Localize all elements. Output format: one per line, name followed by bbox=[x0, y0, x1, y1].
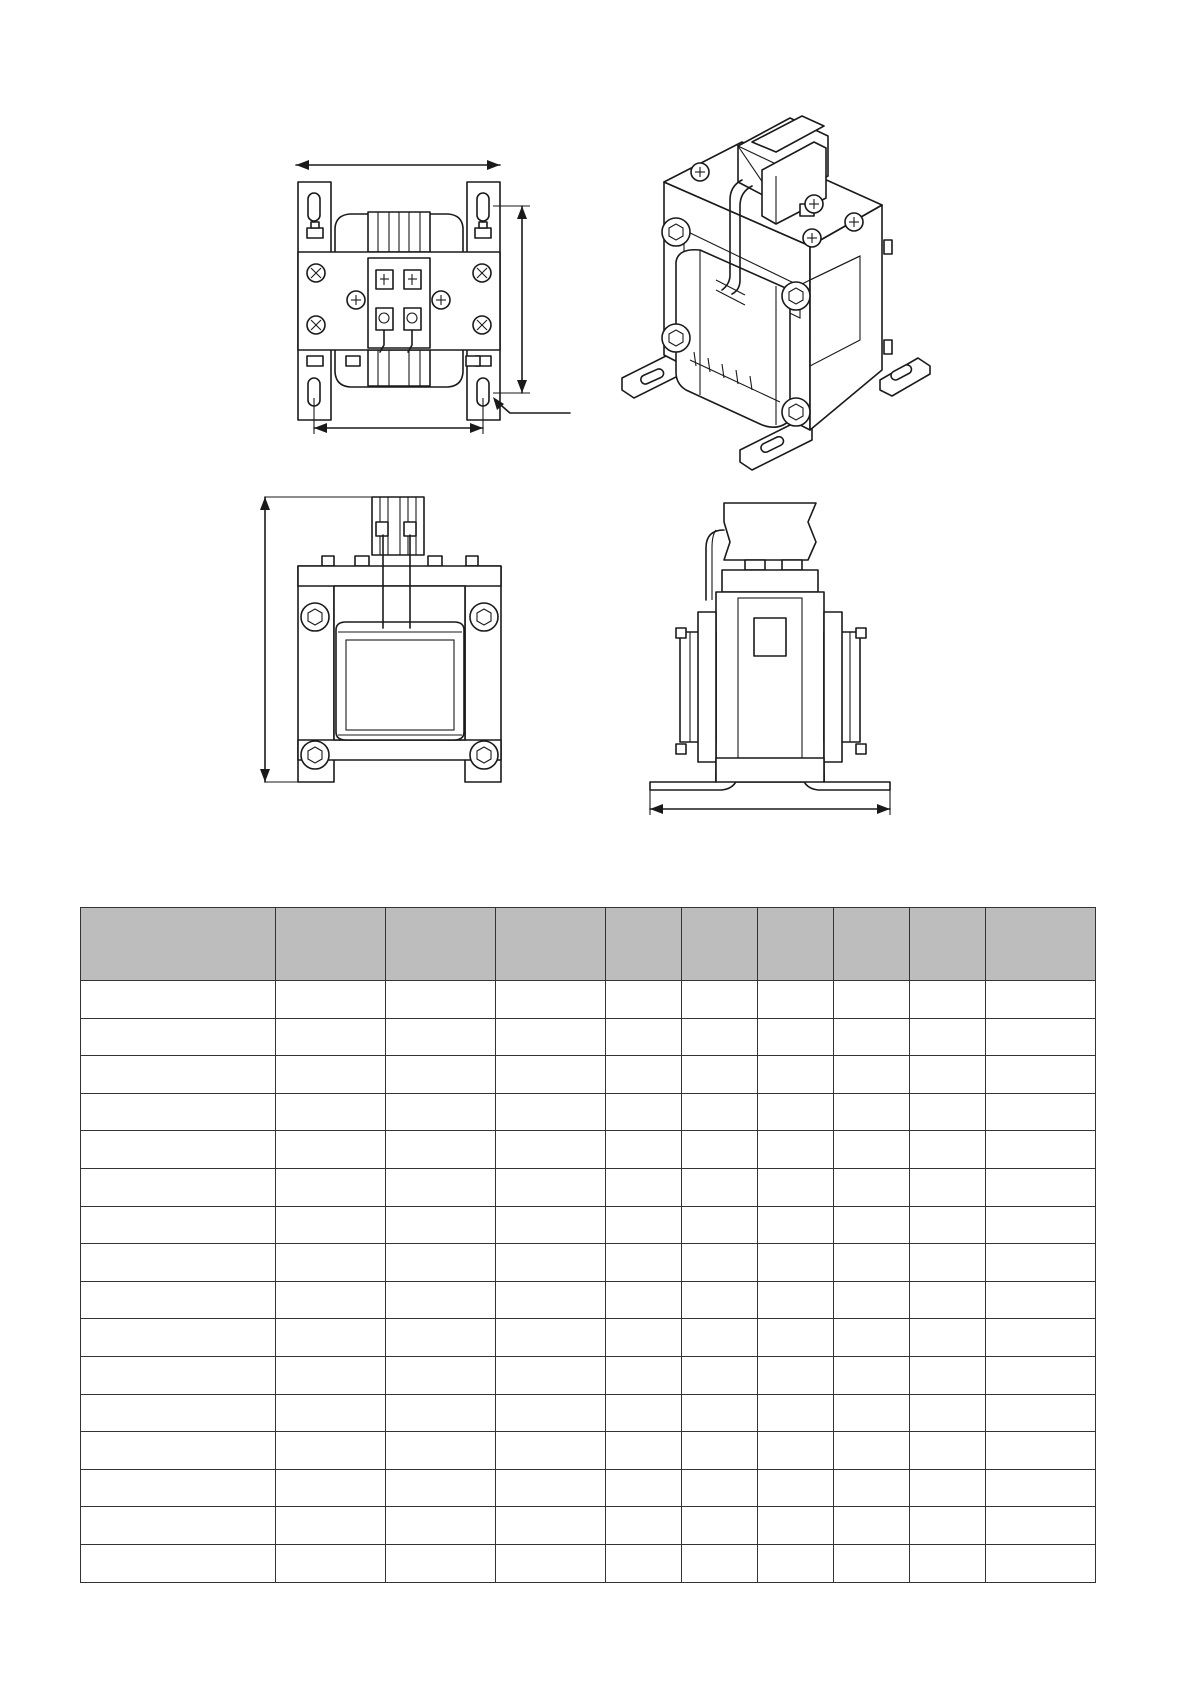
table-cell bbox=[386, 1544, 496, 1582]
table-cell bbox=[606, 1394, 682, 1432]
table-cell bbox=[910, 1507, 986, 1545]
table-cell bbox=[81, 1319, 276, 1357]
table-header-cell bbox=[910, 908, 986, 981]
table-header-row bbox=[81, 908, 1096, 981]
table-header-cell bbox=[986, 908, 1096, 981]
table-row bbox=[81, 1244, 1096, 1282]
table-cell bbox=[606, 1131, 682, 1169]
table-cell bbox=[758, 1056, 834, 1094]
table-cell bbox=[276, 1507, 386, 1545]
table-cell bbox=[910, 1281, 986, 1319]
table-cell bbox=[606, 1469, 682, 1507]
table-cell bbox=[606, 981, 682, 1019]
table-cell bbox=[910, 1168, 986, 1206]
table-cell bbox=[276, 1544, 386, 1582]
table-cell bbox=[758, 1544, 834, 1582]
table-cell bbox=[758, 981, 834, 1019]
table-header-cell bbox=[276, 908, 386, 981]
table-cell bbox=[910, 1394, 986, 1432]
table-cell bbox=[386, 1168, 496, 1206]
table-cell bbox=[81, 1206, 276, 1244]
table-header-cell bbox=[758, 908, 834, 981]
table-cell bbox=[758, 1168, 834, 1206]
table-cell bbox=[276, 1056, 386, 1094]
table-cell bbox=[386, 1244, 496, 1282]
table-cell bbox=[606, 1093, 682, 1131]
table-cell bbox=[758, 1131, 834, 1169]
table-cell bbox=[386, 1093, 496, 1131]
table-cell bbox=[386, 981, 496, 1019]
table-cell bbox=[986, 1544, 1096, 1582]
table-cell bbox=[386, 1206, 496, 1244]
table-cell bbox=[834, 1432, 910, 1470]
table-header-cell bbox=[606, 908, 682, 981]
table-cell bbox=[606, 1281, 682, 1319]
table-cell bbox=[682, 1093, 758, 1131]
table-cell bbox=[758, 1244, 834, 1282]
table-cell bbox=[758, 1093, 834, 1131]
table-cell bbox=[758, 1356, 834, 1394]
table-row bbox=[81, 1018, 1096, 1056]
table-cell bbox=[496, 1394, 606, 1432]
table-cell bbox=[276, 1018, 386, 1056]
table-cell bbox=[682, 1168, 758, 1206]
table-cell bbox=[496, 1206, 606, 1244]
table-cell bbox=[276, 1093, 386, 1131]
table-cell bbox=[834, 1244, 910, 1282]
table-cell bbox=[81, 1093, 276, 1131]
table-cell bbox=[496, 1018, 606, 1056]
isometric-view bbox=[622, 116, 930, 470]
table-cell bbox=[758, 1018, 834, 1056]
table-cell bbox=[81, 981, 276, 1019]
table-cell bbox=[606, 1544, 682, 1582]
table-cell bbox=[834, 1281, 910, 1319]
table-cell bbox=[682, 1131, 758, 1169]
table-cell bbox=[834, 1018, 910, 1056]
table-cell bbox=[910, 1469, 986, 1507]
table-cell bbox=[606, 1168, 682, 1206]
table-cell bbox=[81, 1281, 276, 1319]
table-row bbox=[81, 1544, 1096, 1582]
table-cell bbox=[496, 1093, 606, 1131]
table-cell bbox=[910, 1018, 986, 1056]
table-cell bbox=[682, 1244, 758, 1282]
table-cell bbox=[986, 1168, 1096, 1206]
table-cell bbox=[496, 1319, 606, 1357]
table-cell bbox=[986, 1319, 1096, 1357]
table-row bbox=[81, 1131, 1096, 1169]
table-cell bbox=[276, 1469, 386, 1507]
table-body bbox=[81, 981, 1096, 1583]
table-cell bbox=[386, 1056, 496, 1094]
table-cell bbox=[386, 1131, 496, 1169]
side-view bbox=[260, 497, 501, 782]
table-cell bbox=[606, 1056, 682, 1094]
table-row bbox=[81, 1356, 1096, 1394]
table-cell bbox=[386, 1356, 496, 1394]
table-cell bbox=[386, 1507, 496, 1545]
table-cell bbox=[986, 1206, 1096, 1244]
dimension-table bbox=[80, 907, 1096, 1583]
table-cell bbox=[682, 1319, 758, 1357]
table-cell bbox=[986, 1093, 1096, 1131]
end-view bbox=[650, 503, 890, 815]
table-cell bbox=[276, 1394, 386, 1432]
table-cell bbox=[834, 981, 910, 1019]
table-row bbox=[81, 1168, 1096, 1206]
table-cell bbox=[81, 1244, 276, 1282]
table-cell bbox=[386, 1469, 496, 1507]
table-row bbox=[81, 1093, 1096, 1131]
table-cell bbox=[910, 1544, 986, 1582]
table-cell bbox=[606, 1319, 682, 1357]
table-cell bbox=[276, 1281, 386, 1319]
table-cell bbox=[496, 1356, 606, 1394]
table-cell bbox=[986, 1056, 1096, 1094]
table-cell bbox=[834, 1507, 910, 1545]
table-cell bbox=[276, 1356, 386, 1394]
table-row bbox=[81, 1319, 1096, 1357]
table-header-cell bbox=[496, 908, 606, 981]
table-cell bbox=[606, 1432, 682, 1470]
table-cell bbox=[834, 1093, 910, 1131]
table-cell bbox=[986, 1018, 1096, 1056]
table-cell bbox=[386, 1319, 496, 1357]
table-cell bbox=[606, 1507, 682, 1545]
table-cell bbox=[682, 1469, 758, 1507]
table-cell bbox=[986, 1432, 1096, 1470]
table-cell bbox=[81, 1394, 276, 1432]
table-cell bbox=[386, 1281, 496, 1319]
table-cell bbox=[986, 1356, 1096, 1394]
table-cell bbox=[986, 1469, 1096, 1507]
table-cell bbox=[834, 1356, 910, 1394]
table-cell bbox=[834, 1131, 910, 1169]
table-cell bbox=[81, 1544, 276, 1582]
table-header-cell bbox=[386, 908, 496, 981]
table-cell bbox=[81, 1056, 276, 1094]
table-cell bbox=[986, 1131, 1096, 1169]
table-cell bbox=[496, 1469, 606, 1507]
table-cell bbox=[986, 1281, 1096, 1319]
table-cell bbox=[682, 1507, 758, 1545]
table-row bbox=[81, 1432, 1096, 1470]
table-cell bbox=[81, 1131, 276, 1169]
table-cell bbox=[834, 1469, 910, 1507]
table-cell bbox=[496, 1544, 606, 1582]
table-header-cell bbox=[682, 908, 758, 981]
table-cell bbox=[276, 1131, 386, 1169]
table-cell bbox=[758, 1319, 834, 1357]
table-cell bbox=[682, 1432, 758, 1470]
table-cell bbox=[986, 1507, 1096, 1545]
table-cell bbox=[910, 1319, 986, 1357]
table-cell bbox=[606, 1206, 682, 1244]
table-cell bbox=[910, 981, 986, 1019]
table-cell bbox=[682, 1356, 758, 1394]
table-cell bbox=[81, 1168, 276, 1206]
table-row bbox=[81, 1394, 1096, 1432]
table-cell bbox=[910, 1356, 986, 1394]
table-row bbox=[81, 1056, 1096, 1094]
table-cell bbox=[386, 1018, 496, 1056]
table-cell bbox=[758, 1432, 834, 1470]
table-cell bbox=[496, 1131, 606, 1169]
table-cell bbox=[682, 1018, 758, 1056]
table-row bbox=[81, 1469, 1096, 1507]
table-cell bbox=[986, 981, 1096, 1019]
table-cell bbox=[276, 1244, 386, 1282]
table-cell bbox=[834, 1206, 910, 1244]
table-cell bbox=[758, 1206, 834, 1244]
table-cell bbox=[276, 981, 386, 1019]
table-cell bbox=[834, 1544, 910, 1582]
table-cell bbox=[276, 1168, 386, 1206]
table-cell bbox=[81, 1469, 276, 1507]
table-row bbox=[81, 1507, 1096, 1545]
table-cell bbox=[496, 1056, 606, 1094]
table-cell bbox=[986, 1244, 1096, 1282]
table-cell bbox=[81, 1432, 276, 1470]
table-cell bbox=[758, 1469, 834, 1507]
table-cell bbox=[682, 1206, 758, 1244]
table-cell bbox=[81, 1018, 276, 1056]
table-cell bbox=[758, 1281, 834, 1319]
table-cell bbox=[910, 1244, 986, 1282]
table-cell bbox=[834, 1319, 910, 1357]
table-cell bbox=[496, 981, 606, 1019]
table-cell bbox=[910, 1206, 986, 1244]
table-cell bbox=[276, 1206, 386, 1244]
table-cell bbox=[496, 1507, 606, 1545]
table-cell bbox=[81, 1507, 276, 1545]
table-cell bbox=[496, 1244, 606, 1282]
table-cell bbox=[910, 1131, 986, 1169]
table-cell bbox=[386, 1432, 496, 1470]
table-cell bbox=[81, 1356, 276, 1394]
table-cell bbox=[910, 1093, 986, 1131]
table-cell bbox=[496, 1432, 606, 1470]
table-cell bbox=[606, 1018, 682, 1056]
table-cell bbox=[606, 1356, 682, 1394]
table-header-cell bbox=[834, 908, 910, 981]
table-cell bbox=[496, 1168, 606, 1206]
table-cell bbox=[910, 1056, 986, 1094]
table-row bbox=[81, 981, 1096, 1019]
table-cell bbox=[834, 1056, 910, 1094]
table-row bbox=[81, 1206, 1096, 1244]
table-cell bbox=[834, 1168, 910, 1206]
table-cell bbox=[276, 1432, 386, 1470]
table-cell bbox=[682, 1394, 758, 1432]
table-cell bbox=[834, 1394, 910, 1432]
table-row bbox=[81, 1281, 1096, 1319]
table-cell bbox=[758, 1394, 834, 1432]
table-cell bbox=[682, 1544, 758, 1582]
table-cell bbox=[682, 1281, 758, 1319]
table-cell bbox=[606, 1244, 682, 1282]
table-cell bbox=[910, 1432, 986, 1470]
front-view bbox=[296, 160, 570, 434]
table-cell bbox=[496, 1281, 606, 1319]
table-cell bbox=[758, 1507, 834, 1545]
table-cell bbox=[682, 1056, 758, 1094]
table-header-cell bbox=[81, 908, 276, 981]
table-cell bbox=[986, 1394, 1096, 1432]
table-cell bbox=[682, 981, 758, 1019]
table-cell bbox=[386, 1394, 496, 1432]
table-cell bbox=[276, 1319, 386, 1357]
